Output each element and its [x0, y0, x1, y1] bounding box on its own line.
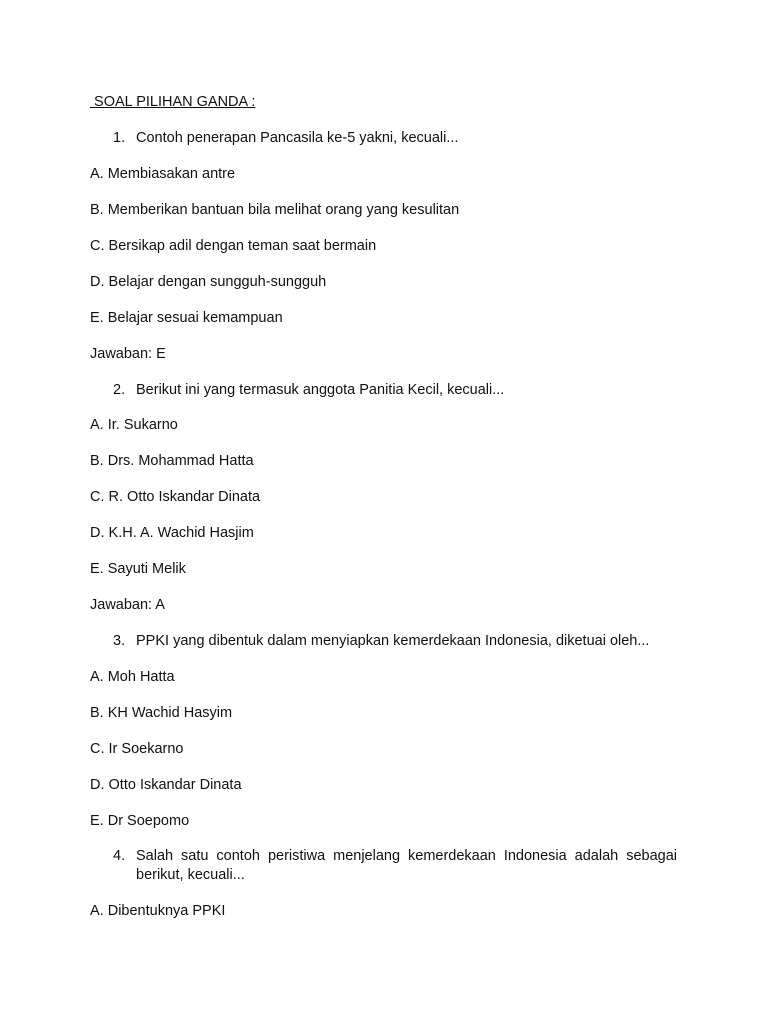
- question-3-option-e: E. Dr Soepomo: [90, 813, 190, 829]
- question-1-option-c: C. Bersikap adil dengan teman saat bermain: [90, 238, 377, 254]
- question-3-option-d: D. Otto Iskandar Dinata: [90, 777, 242, 793]
- question-1-option-b: B. Memberikan bantuan bila melihat orang yang kesulitan: [90, 202, 460, 218]
- question-2-option-e: E. Sayuti Melik: [90, 561, 186, 577]
- question-1-option-e: E. Belajar sesuai kemampuan: [90, 310, 283, 326]
- question-1-answer: Jawaban: E: [90, 346, 166, 362]
- question-3-option-b: B. KH Wachid Hasyim: [90, 705, 233, 721]
- question-3-text: PPKI yang dibentuk dalam menyiapkan kemerdekaan Indonesia, diketuai oleh...: [136, 633, 650, 649]
- question-2-answer: Jawaban: A: [90, 597, 165, 613]
- question-3-number: 3.: [113, 633, 126, 649]
- question-2-number: 2.: [113, 382, 126, 398]
- question-2-text: Berikut ini yang termasuk anggota Panitia Kecil, kecuali...: [136, 382, 505, 398]
- question-1-number: 1.: [113, 130, 126, 146]
- question-2-option-c: C. R. Otto Iskandar Dinata: [90, 489, 261, 505]
- question-4-option-a: A. Dibentuknya PPKI: [90, 903, 226, 919]
- question-4-text: Salah satu contoh peristiwa menjelang kemerdekaan Indonesia adalah sebagai berikut, kecuali...: [136, 848, 677, 883]
- question-1-option-a: A. Membiasakan antre: [90, 166, 236, 182]
- question-1-text: Contoh penerapan Pancasila ke-5 yakni, kecuali...: [136, 130, 459, 146]
- question-2-option-a: A. Ir. Sukarno: [90, 417, 178, 433]
- question-4-number: 4.: [113, 848, 126, 864]
- question-2-option-d: D. K.H. A. Wachid Hasjim: [90, 525, 254, 541]
- question-3-option-c: C. Ir Soekarno: [90, 741, 184, 757]
- question-1-option-d: D. Belajar dengan sungguh-sungguh: [90, 274, 327, 290]
- section-heading: SOAL PILIHAN GANDA :: [90, 94, 256, 110]
- question-3-option-a: A. Moh Hatta: [90, 669, 175, 685]
- question-2-option-b: B. Drs. Mohammad Hatta: [90, 453, 254, 469]
